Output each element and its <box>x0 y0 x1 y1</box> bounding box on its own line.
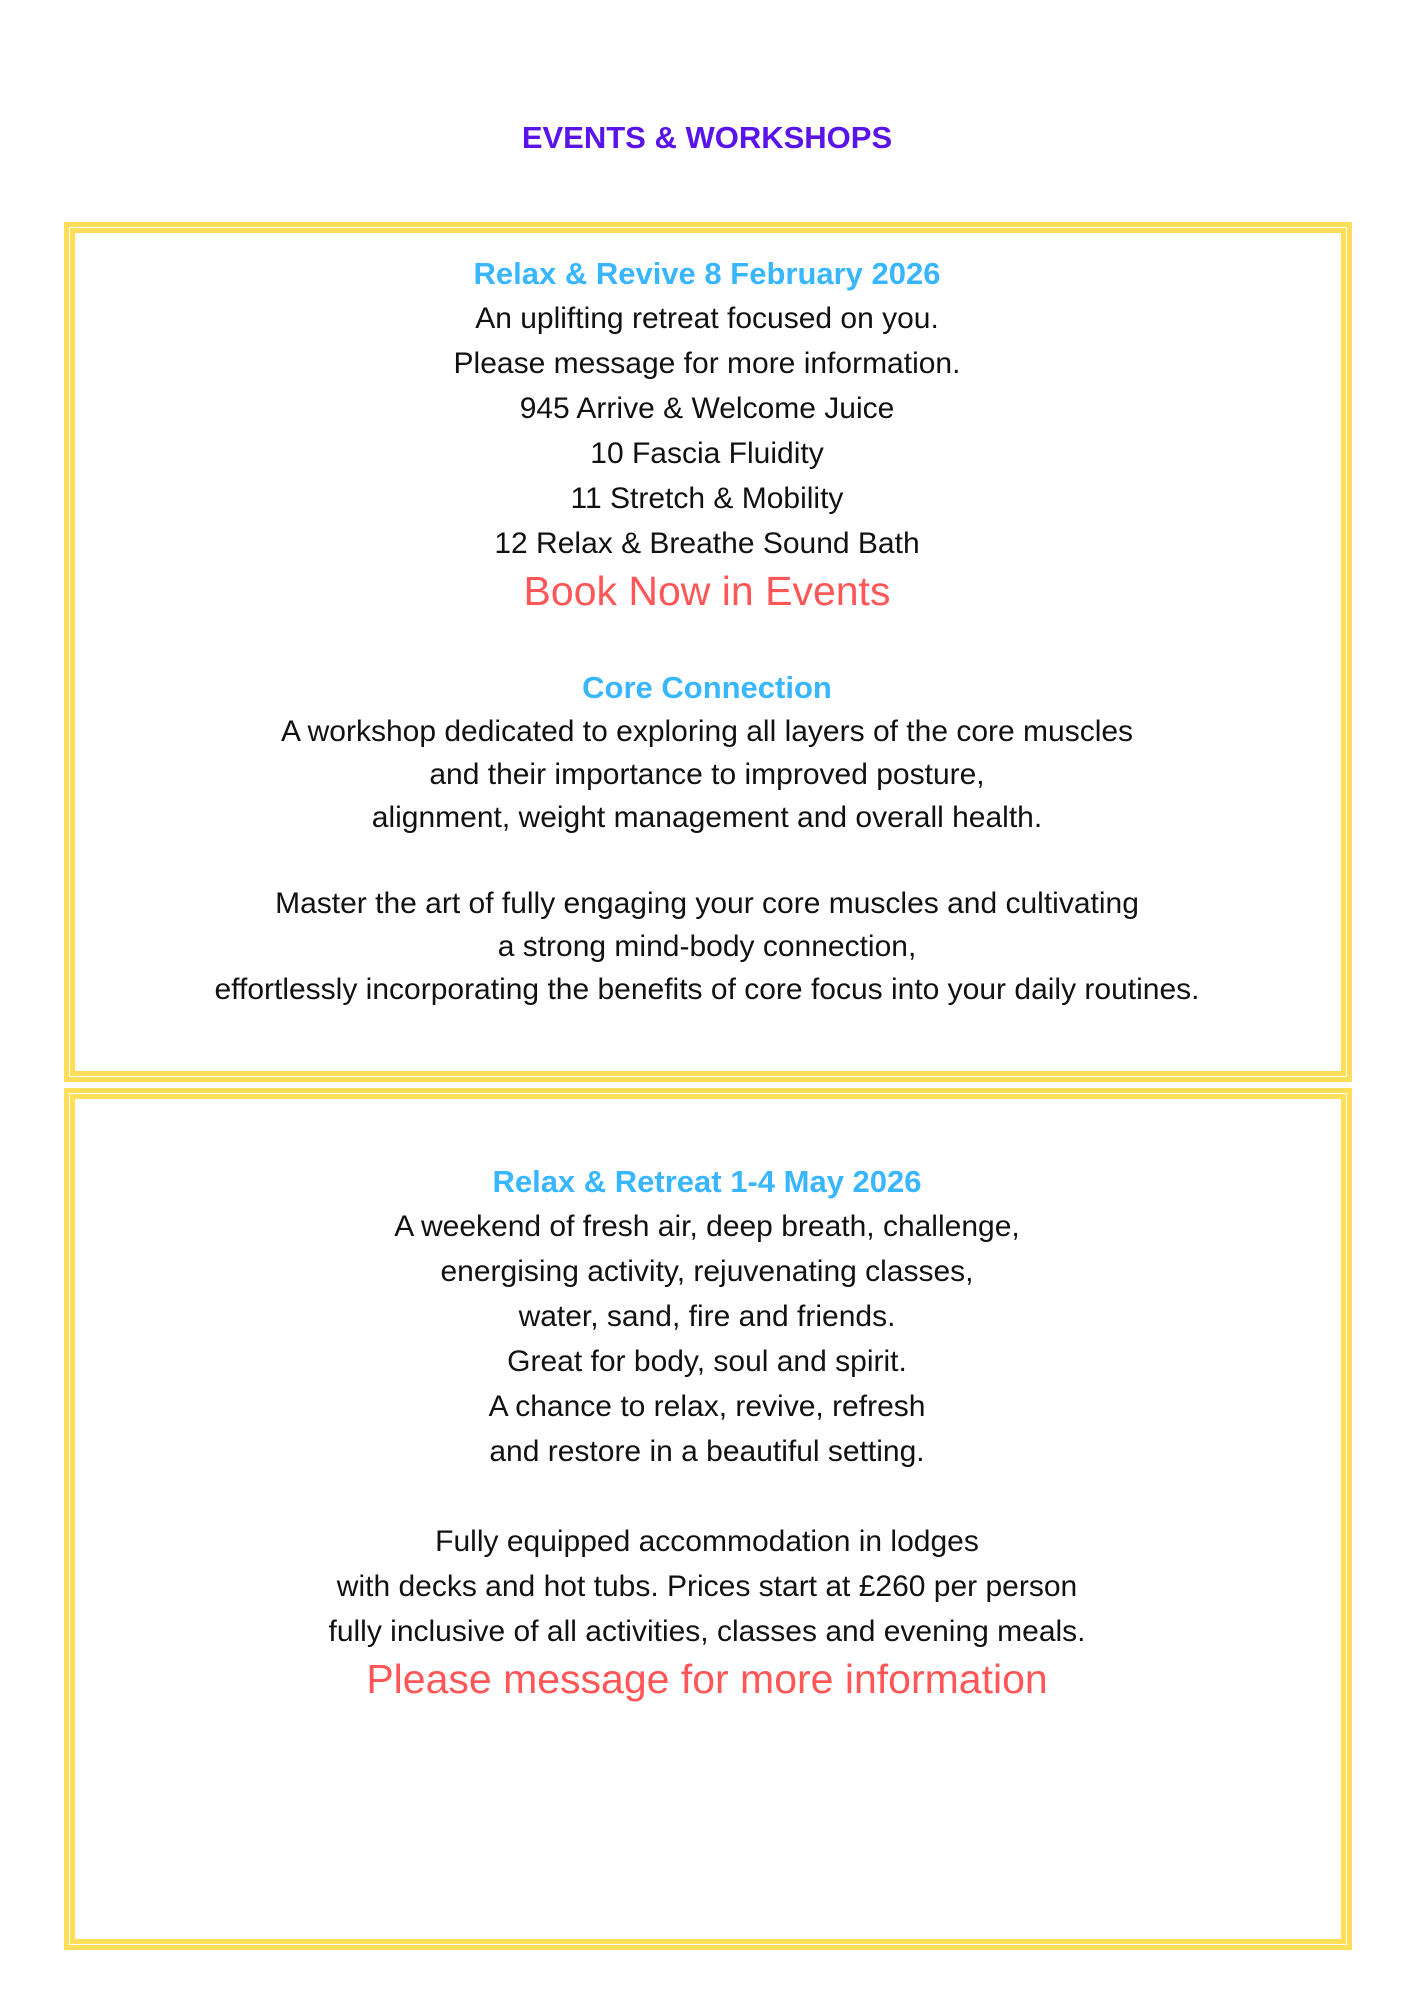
schedule-item: 12 Relax & Breathe Sound Bath <box>494 527 920 560</box>
event-relax-retreat <box>0 1160 1414 1704</box>
event-heading: Relax & Revive 8 February 2026 <box>473 256 941 291</box>
event-line: An uplifting retreat focused on you. <box>475 302 939 335</box>
event-heading: Core Connection <box>582 670 832 705</box>
page-title: EVENTS & WORKSHOPS <box>521 120 893 155</box>
event-line: A chance to relax, revive, refresh <box>488 1390 926 1423</box>
schedule-item: 10 Fascia Fluidity <box>590 437 824 470</box>
event-relax-revive <box>0 252 1414 616</box>
schedule-item: 945 Arrive & Welcome Juice <box>519 392 895 425</box>
event-line: fully inclusive of all activities, classes and evening meals. <box>328 1615 1086 1648</box>
event-heading: Relax & Retreat 1-4 May 2026 <box>492 1164 922 1199</box>
event-line: energising activity, rejuvenating classes, <box>440 1255 974 1288</box>
schedule-item: 11 Stretch & Mobility <box>570 482 844 515</box>
event-line: and their importance to improved posture, <box>429 758 985 791</box>
event-line: Master the art of fully engaging your core muscles and cultivating <box>275 887 1139 920</box>
event-line: and restore in a beautiful setting. <box>489 1435 925 1468</box>
event-line: Great for body, soul and spirit. <box>507 1345 907 1378</box>
event-line: a strong mind-body connection, <box>497 930 917 963</box>
book-now-link[interactable]: Book Now in Events <box>523 568 891 614</box>
message-cta[interactable]: Please message for more information <box>366 1656 1048 1702</box>
event-line: with decks and hot tubs. Prices start at £260 per person <box>336 1570 1078 1603</box>
event-line: water, sand, fire and friends. <box>518 1300 896 1333</box>
event-core-connection <box>0 666 1414 1011</box>
event-line: A workshop dedicated to exploring all layers of the core muscles <box>280 715 1134 748</box>
event-line: Fully equipped accommodation in lodges <box>435 1525 979 1558</box>
event-line: effortlessly incorporating the benefits of core focus into your daily routines. <box>214 973 1200 1006</box>
event-line: alignment, weight management and overall health. <box>371 801 1043 834</box>
event-line: A weekend of fresh air, deep breath, challenge, <box>394 1210 1020 1243</box>
event-line: Please message for more information. <box>453 347 961 380</box>
